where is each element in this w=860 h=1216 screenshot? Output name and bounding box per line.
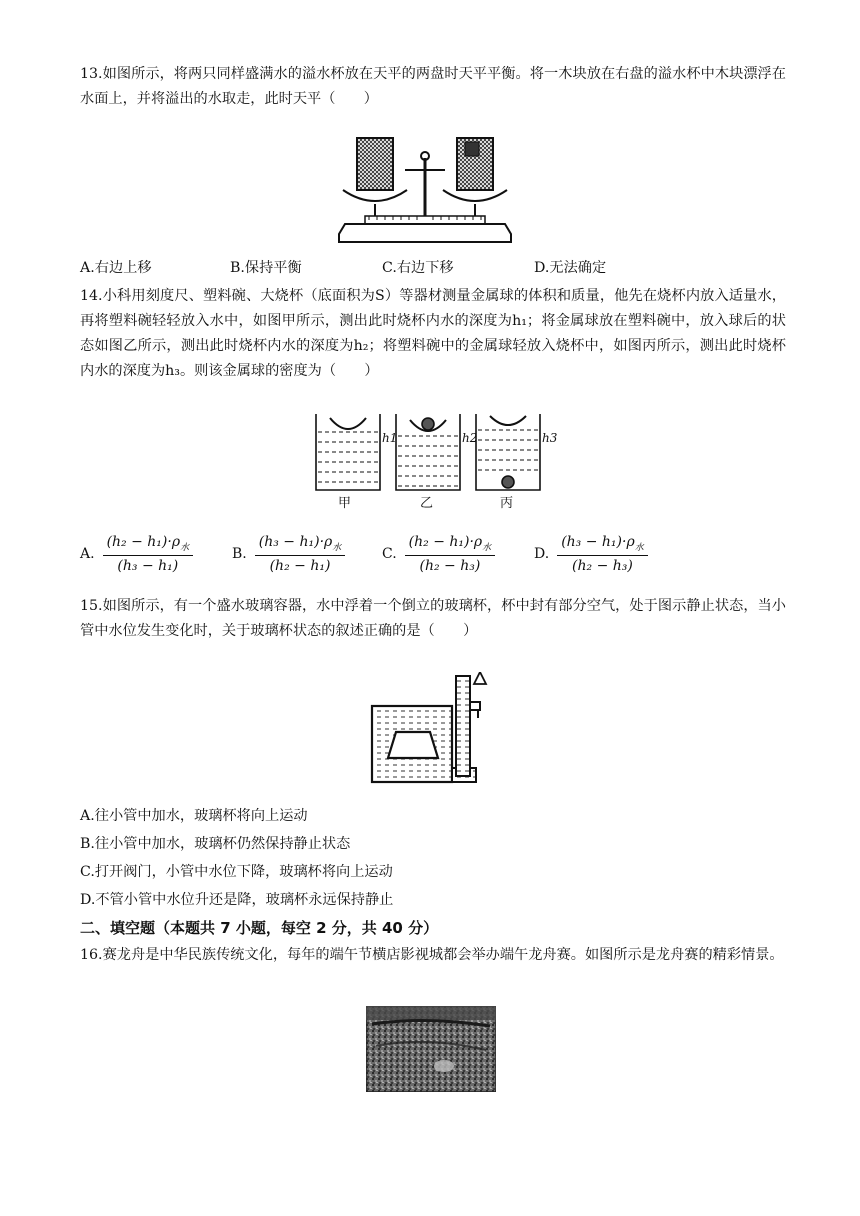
q14-option-d bbox=[534, 534, 648, 574]
q13-option-d: D.无法确定 bbox=[534, 260, 607, 276]
label-h1: h1 bbox=[382, 431, 398, 445]
q15-option-a: A.往小管中加水，玻璃杯将向上运动 bbox=[80, 808, 308, 824]
numerator-subscript: 水 bbox=[634, 542, 644, 553]
denominator: (h₃ − h₁) bbox=[117, 557, 179, 574]
q14-option-b bbox=[232, 534, 345, 574]
q14-text: 14.小科用刻度尺、塑料碗、大烧杯（底面积为S）等器材测量金属球的体积和质量，他先在烧杯内放入适量水，再将塑料碗轻轻放入水中，如图甲所示，测出此时烧杯内水的深度为h₁；将金属球放在塑料碗中，放入球后的状态如图乙所示，测出此时烧杯内水的深度为h₂；将塑料碗中的金属球轻放入烧杯中，如图丙所示，测出此时烧杯内水的深度为h₃。则该金属球的密度为（ ） bbox=[80, 288, 786, 379]
section-heading: 二、填空题（本题共 7 小题，每空 2 分，共 40 分） bbox=[80, 919, 439, 937]
numerator: (h₂ − h₁)·ρ bbox=[408, 534, 483, 550]
container-figure bbox=[368, 672, 492, 786]
numerator: (h₃ − h₁)·ρ bbox=[258, 534, 333, 550]
balance-figure bbox=[335, 130, 515, 248]
denominator: (h₂ − h₃) bbox=[572, 557, 633, 574]
option-label: B. bbox=[232, 545, 247, 562]
q15-text: 15.如图所示，有一个盛水玻璃容器，水中浮着一个倒立的玻璃杯，杯中封有部分空气，处于图示静止状态，当小管中水位发生变化时，关于玻璃杯状态的叙述正确的是（ ） bbox=[80, 598, 786, 639]
q15-option-d: D.不管小管中水位升还是降，玻璃杯永远保持静止 bbox=[80, 892, 394, 908]
option-label: A. bbox=[80, 545, 95, 562]
denominator: (h₂ − h₃) bbox=[419, 557, 481, 574]
q13-text: 13.如图所示，将两只同样盛满水的溢水杯放在天平的两盘时天平平衡。将一木块放在右盘的溢水杯中木块漂浮在水面上，并将溢出的水取走，此时天平（ ） bbox=[80, 66, 786, 107]
option-label: C. bbox=[382, 545, 397, 562]
dragon-boat-photo bbox=[366, 1006, 496, 1092]
q13-option-a: A.右边上移 bbox=[80, 260, 152, 276]
q13-option-c: C.右边下移 bbox=[382, 260, 454, 276]
label-h3: h3 bbox=[542, 431, 558, 445]
option-label: D. bbox=[534, 545, 550, 562]
q14-option-a bbox=[80, 534, 193, 574]
denominator: (h₂ − h₁) bbox=[269, 557, 331, 574]
q15-option-c: C.打开阀门，小管中水位下降，玻璃杯将向上运动 bbox=[80, 864, 393, 880]
numerator-subscript: 水 bbox=[332, 542, 342, 553]
numerator: (h₂ − h₁)·ρ bbox=[106, 534, 181, 550]
q16-text: 16.赛龙舟是中华民族传统文化，每年的端午节横店影视城都会举办端午龙舟赛。如图所示是龙舟赛的精彩情景。 bbox=[80, 947, 784, 963]
q13-option-b: B.保持平衡 bbox=[230, 260, 302, 276]
numerator: (h₃ − h₁)·ρ bbox=[561, 534, 635, 550]
q14-option-c bbox=[382, 534, 495, 574]
label-h2: h2 bbox=[462, 431, 478, 445]
label-bing: 丙 bbox=[500, 496, 514, 511]
q15-option-b: B.往小管中加水，玻璃杯仍然保持静止状态 bbox=[80, 836, 351, 852]
label-jia: 甲 bbox=[338, 496, 352, 511]
label-yi: 乙 bbox=[420, 496, 434, 511]
numerator-subscript: 水 bbox=[482, 542, 492, 553]
numerator-subscript: 水 bbox=[180, 542, 190, 553]
